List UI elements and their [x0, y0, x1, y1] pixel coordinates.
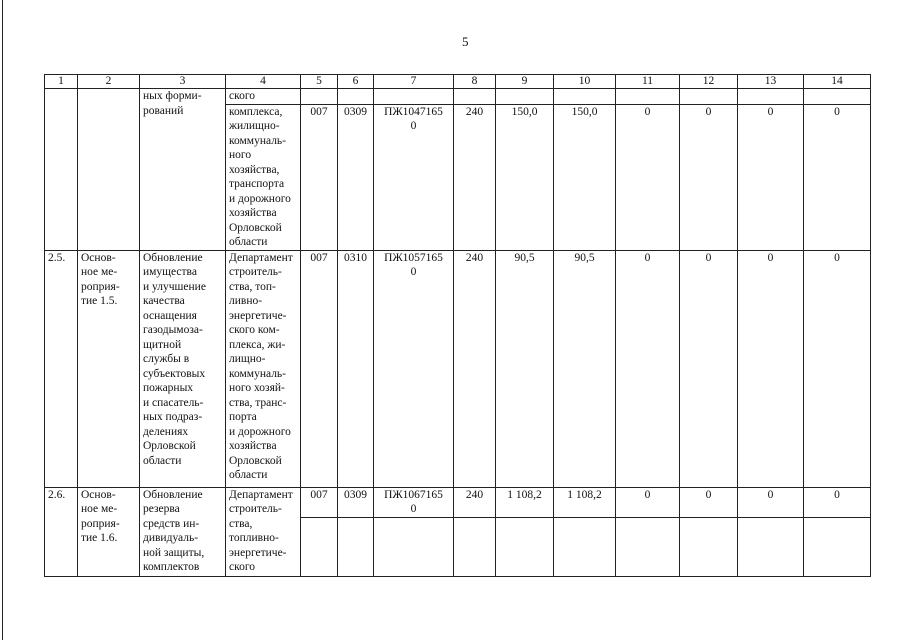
column-number-header-row: [45, 75, 871, 89]
description-cell: [140, 89, 226, 251]
empty-cell: [374, 517, 454, 576]
description-continued-text: ных форми-: [143, 90, 202, 102]
target-article-cell: ПЖ1047165 0: [374, 104, 454, 250]
activity-cell: Основ- ное ме- роприя- тие 1.6.: [78, 487, 140, 576]
table-row: [45, 250, 871, 487]
header-cell: 8: [454, 75, 496, 89]
page-left-edge-line: [2, 0, 3, 640]
row-number-cell: 2.6.: [45, 487, 78, 576]
empty-cell: [301, 517, 338, 576]
empty-cell: [496, 89, 554, 105]
value-cell: 0: [738, 487, 804, 517]
ministry-code-cell: 007: [301, 104, 338, 250]
section-code-cell: 0309: [338, 104, 374, 250]
empty-cell: [804, 517, 871, 576]
empty-cell: [374, 89, 454, 105]
executor-cell: комплекса, жилищно- коммуналь- ного хозяйства, транспорта и дорожного хозяйства Орловской области: [226, 104, 301, 250]
value-cell: 0: [738, 104, 804, 250]
expense-type-cell: 240: [454, 250, 496, 487]
value-cell: 90,5: [496, 250, 554, 487]
executor-cell: Департамент строитель- ства, топ- ливно- энергетиче- ского ком- плекса, жи- лищно- коммуналь- ного хозяй- ства, транс- порта и дорожного хозяйства Орловской области: [226, 250, 301, 487]
description-text: рований: [143, 104, 184, 117]
value-cell: 0: [738, 250, 804, 487]
value-cell: 0: [804, 487, 871, 517]
section-code-cell: 0310: [338, 250, 374, 487]
empty-cell: [738, 517, 804, 576]
value-cell: 0: [616, 250, 680, 487]
header-cell: 4: [226, 75, 301, 89]
executor-continued-cell: ского: [226, 89, 301, 105]
value-cell: 150,0: [496, 104, 554, 250]
ministry-code-cell: 007: [301, 487, 338, 517]
value-cell: 0: [680, 250, 738, 487]
header-cell: 9: [496, 75, 554, 89]
value-cell: 150,0: [554, 104, 616, 250]
empty-cell: [554, 517, 616, 576]
row-number-cell: [45, 89, 78, 251]
header-cell: 13: [738, 75, 804, 89]
header-cell: 5: [301, 75, 338, 89]
row-number-cell: 2.5.: [45, 250, 78, 487]
section-code-cell: 0309: [338, 487, 374, 517]
expense-type-cell: 240: [454, 487, 496, 517]
value-cell: 1 108,2: [554, 487, 616, 517]
value-cell: 0: [804, 250, 871, 487]
value-cell: 0: [616, 487, 680, 517]
empty-cell: [301, 89, 338, 105]
value-cell: 0: [616, 104, 680, 250]
empty-cell: [496, 517, 554, 576]
empty-cell: [554, 89, 616, 105]
budget-table: [44, 74, 871, 577]
header-cell: 1: [45, 75, 78, 89]
description-cell: Обновление резерва средств ин- дивидуаль- ной защиты, комплектов: [140, 487, 226, 576]
empty-cell: [338, 517, 374, 576]
table-row: [45, 487, 871, 517]
header-cell: 7: [374, 75, 454, 89]
empty-cell: [454, 517, 496, 576]
value-cell: 90,5: [554, 250, 616, 487]
expense-type-cell: 240: [454, 104, 496, 250]
empty-cell: [680, 89, 738, 105]
empty-cell: [616, 89, 680, 105]
target-article-cell: ПЖ1057165 0: [374, 250, 454, 487]
value-cell: 0: [680, 487, 738, 517]
header-cell: 10: [554, 75, 616, 89]
activity-cell: [78, 89, 140, 251]
ministry-code-cell: 007: [301, 250, 338, 487]
value-cell: 1 108,2: [496, 487, 554, 517]
activity-cell: Основ- ное ме- роприя- тие 1.5.: [78, 250, 140, 487]
empty-cell: [680, 517, 738, 576]
page-number: 5: [462, 34, 469, 49]
empty-cell: [616, 517, 680, 576]
table-row-continuation: [45, 89, 871, 105]
description-cell: Обновление имущества и улучшение качества оснащения газодымоза- щитной службы в субъектовых пожарных и спасатель- ных подраз- делениях Орловской области: [140, 250, 226, 487]
empty-cell: [454, 89, 496, 105]
empty-cell: [804, 89, 871, 105]
value-cell: 0: [680, 104, 738, 250]
target-article-cell: ПЖ1067165 0: [374, 487, 454, 517]
header-cell: 14: [804, 75, 871, 89]
header-cell: 12: [680, 75, 738, 89]
header-cell: 11: [616, 75, 680, 89]
executor-cell: Департамент строитель- ства, топливно- энергетиче- ского: [226, 487, 301, 576]
empty-cell: [738, 89, 804, 105]
header-cell: 6: [338, 75, 374, 89]
value-cell: 0: [804, 104, 871, 250]
header-cell: 2: [78, 75, 140, 89]
empty-cell: [338, 89, 374, 105]
header-cell: 3: [140, 75, 226, 89]
